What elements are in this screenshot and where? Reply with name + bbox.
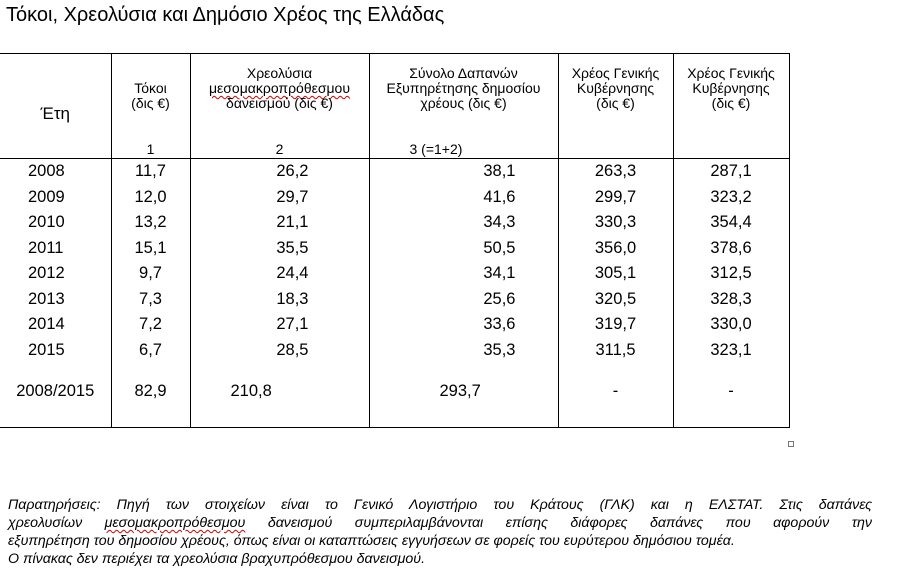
- notes: [8, 496, 872, 568]
- cell-year: 2013: [0, 287, 111, 313]
- cell-amort: 18,3: [190, 287, 369, 313]
- cell-debt2: 323,1: [673, 338, 789, 364]
- table-row: [0, 185, 789, 211]
- cell-year: 2011: [0, 236, 111, 262]
- header-interest-label: Τόκοι (δις €): [131, 80, 170, 111]
- cell-year: 2015: [0, 338, 111, 364]
- spacer-cell: [369, 363, 558, 379]
- cell-interest: 7,2: [111, 312, 190, 338]
- cell-year: 2010: [0, 210, 111, 236]
- table-row: [0, 236, 789, 262]
- cell-debt2: 323,2: [673, 185, 789, 211]
- cell-year: 2014: [0, 312, 111, 338]
- header-years: [0, 54, 111, 159]
- notes-line-1: Παρατηρήσεις: Πηγή των στοιχείων είναι το Γενικό Λογιστήριο του Κράτους (ΓΛΚ) και η ΕΛΣΤΑΤ. Στις δαπάνες: [8, 497, 872, 513]
- cell-total: 50,5: [369, 236, 558, 262]
- cell-total: 41,6: [369, 185, 558, 211]
- header-gov-debt-2: [673, 54, 789, 159]
- table-row: [0, 159, 789, 185]
- cell-debt2: 378,6: [673, 236, 789, 262]
- cell-debt1: 305,1: [558, 261, 673, 287]
- header-amortization-post: δανεισμού (δις €): [226, 95, 333, 111]
- cell-total: 34,1: [369, 261, 558, 287]
- cell-interest: 13,2: [111, 210, 190, 236]
- spacer-cell: [111, 363, 190, 379]
- header-total-service-label: Σύνολο Δαπανών Εξυπηρέτησης δημοσίου χρέους (δις €): [386, 65, 541, 111]
- cell-interest: 15,1: [111, 236, 190, 262]
- cell-amort: 27,1: [190, 312, 369, 338]
- cell-amort: 35,5: [190, 236, 369, 262]
- cell-debt2: 328,3: [673, 287, 789, 313]
- cell-debt1: 319,7: [558, 312, 673, 338]
- total-cell-interest: 82,9: [111, 379, 190, 428]
- notes-line-4: Ο πίνακας δεν περιέχει τα χρεολύσια βραχυπρόθεσμου δανεισμού.: [8, 551, 426, 567]
- cell-total: 34,3: [369, 210, 558, 236]
- header-gov-debt-1-label: Χρέος Γενικής Κυβέρνησης (δις €): [571, 65, 660, 111]
- header-row: [0, 54, 789, 159]
- table-row: [0, 312, 789, 338]
- table-row: [0, 338, 789, 364]
- cell-debt2: 330,0: [673, 312, 789, 338]
- notes-line-3: εξυπηρέτηση του δημοσίου χρέους, όπως είναι οι καταπτώσεις εγγυήσεων σε φορείς του ευρύτερου δημόσιου τομέα.: [8, 533, 735, 549]
- cell-total: 33,6: [369, 312, 558, 338]
- spacer-row: [0, 363, 789, 379]
- cell-amort: 28,5: [190, 338, 369, 364]
- cell-amort: 26,2: [190, 159, 369, 185]
- notes-line-2-post: δανεισμού συμπεριλαμβάνονται επίσης διάφορες δαπάνες που αφορούν την: [267, 515, 872, 531]
- column-number-1: 1: [146, 141, 155, 157]
- debt-table: [0, 53, 790, 428]
- column-number-2: 2: [275, 141, 284, 157]
- header-gov-debt-2-label: Χρέος Γενικής Κυβέρνησης (δις €): [687, 65, 775, 111]
- page-title: Τόκοι, Χρεολύσια και Δημόσιο Χρέος της Ελλάδας: [6, 4, 445, 26]
- spacer-cell: [0, 363, 111, 379]
- table-row: [0, 261, 789, 287]
- column-number-3: 3 (=1+2): [409, 141, 463, 157]
- cell-total: 35,3: [369, 338, 558, 364]
- total-row: [0, 379, 789, 428]
- header-years-label: Έτη: [40, 104, 70, 123]
- cell-amort: 21,1: [190, 210, 369, 236]
- cell-total: 25,6: [369, 287, 558, 313]
- cell-amort: 24,4: [190, 261, 369, 287]
- cell-interest: 6,7: [111, 338, 190, 364]
- header-total-service: [369, 54, 558, 159]
- cell-year: 2012: [0, 261, 111, 287]
- header-amortization-pre: Χρεολύσια: [246, 65, 313, 81]
- table-resize-handle[interactable]: [788, 441, 794, 447]
- total-cell-total: 293,7: [369, 379, 558, 428]
- spacer-cell: [673, 363, 789, 379]
- notes-line-2: [8, 514, 872, 532]
- cell-debt1: 330,3: [558, 210, 673, 236]
- spacer-cell: [190, 363, 369, 379]
- cell-debt1: 311,5: [558, 338, 673, 364]
- total-cell-debt2: -: [673, 379, 789, 428]
- cell-debt1: 263,3: [558, 159, 673, 185]
- total-cell-year: 2008/2015: [0, 379, 111, 428]
- cell-interest: 11,7: [111, 159, 190, 185]
- header-amortization-spellcheck: μεσομακροπρόθεσμου: [208, 80, 351, 96]
- spacer-cell: [558, 363, 673, 379]
- table-row: [0, 210, 789, 236]
- cell-interest: 9,7: [111, 261, 190, 287]
- cell-debt1: 299,7: [558, 185, 673, 211]
- header-interest: [111, 54, 190, 159]
- cell-debt1: 320,5: [558, 287, 673, 313]
- cell-debt2: 354,4: [673, 210, 789, 236]
- cell-debt1: 356,0: [558, 236, 673, 262]
- cell-debt2: 312,5: [673, 261, 789, 287]
- cell-year: 2009: [0, 185, 111, 211]
- cell-amort: 29,7: [190, 185, 369, 211]
- header-gov-debt-1: [558, 54, 673, 159]
- total-cell-debt1: -: [558, 379, 673, 428]
- total-cell-amort: 210,8: [190, 379, 369, 428]
- cell-year: 2008: [0, 159, 111, 185]
- cell-interest: 12,0: [111, 185, 190, 211]
- header-amortization: [190, 54, 369, 159]
- table-row: [0, 287, 789, 313]
- cell-total: 38,1: [369, 159, 558, 185]
- notes-spellcheck-word: μεσομακροπρόθεσμου: [104, 515, 246, 531]
- cell-interest: 7,3: [111, 287, 190, 313]
- notes-line-2-pre: χρεολυσίων: [8, 515, 83, 531]
- header-amortization-label: [191, 66, 369, 111]
- cell-debt2: 287,1: [673, 159, 789, 185]
